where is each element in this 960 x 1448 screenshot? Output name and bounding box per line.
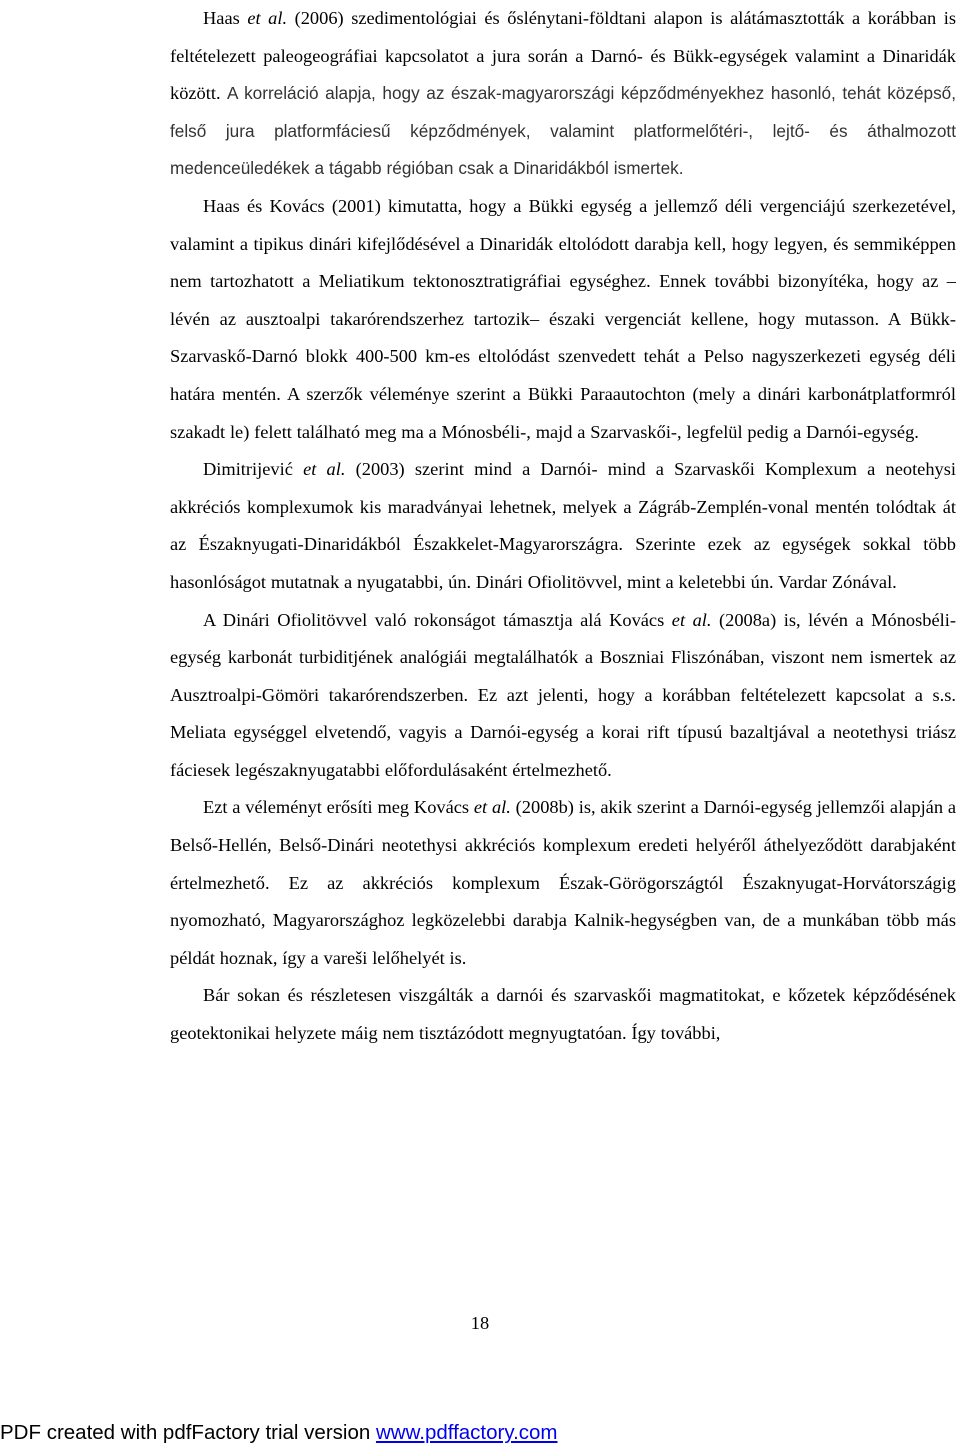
italic-text: et al. <box>671 609 712 630</box>
sans-text-span: A korreláció alapja, hogy az észak-magyarországi képződményekhez hasonló, tehát középső, felső jura platformfáciesű képződmények, valamint platformelőtéri-, lejtő- és áthalmozott medenceüledékek a tágabb régióban csak a Dinaridákból ismertek. <box>170 83 956 179</box>
footer-text: PDF created with pdfFactory trial version <box>0 1421 376 1444</box>
paragraph-1 <box>170 0 956 188</box>
paragraph-4 <box>170 602 956 790</box>
text-span: (2006) szedimentológiai és őslénytani-földtani alapon is alátámasztották a korábban is feltételezett paleogeográfiai kapcsolatot a jura során a Darnó- és Bükk-egységek valamint a Dinaridák között. <box>170 8 956 104</box>
italic-text: et al. <box>303 459 346 480</box>
text-span: Haas <box>203 8 248 28</box>
body-text <box>170 0 956 1053</box>
page-number: 18 <box>470 1313 490 1333</box>
paragraph-2 <box>170 188 956 451</box>
text-span: Ezt a véleményt erősíti meg Kovács <box>203 797 474 818</box>
italic-text: et al. <box>247 8 288 28</box>
footer-link[interactable]: www.pdffactory.com <box>375 1421 558 1444</box>
text-span: Dimitrijević <box>203 459 304 480</box>
paragraph-5 <box>170 789 956 977</box>
pdf-footer <box>0 1418 960 1448</box>
paragraph-3 <box>170 451 956 601</box>
text-span: (2003) szerint mind a Darnói- mind a Szarvaskői Komplexum a neotehysi akkréciós komplexumok kis maradványai lehetnek, melyek a Zágráb-Zemplén-vonal mentén tolódtak át az Északnyugati-Dinaridákból Északkelet-Magyarországra. Szerinte ezek az egységek sokkal több hasonlóságot mutatnak a nyugatabbi, ún. Dinári Ofiolitövvel, mint a keletebbi ún. Vardar Zónával. <box>170 459 956 592</box>
text-span: Haas és Kovács (2001) kimutatta, hogy a Bükki egység a jellemző déli vergenciájú szerkezetével, valamint a tipikus dinári kifejlődésével a Dinaridák eltolódott darabja kell, hogy legyen, és semmiképpen nem tartozhatott a Meliatikum tektonosztratigráfiai egységhez. Ennek további bizonyítéka, hogy az –lévén az ausztoalpi takarórendszerhez tartozik– északi vergenciát kellene, hogy mutasson. A Bükk-Szarvaskő-Darnó blokk 400-500 km-es eltolódást szenvedett tehát a Pelso nagyszerkezeti egység déli határa mentén. A szerzők véleménye szerint a Bükki Paraautochton (mely a dinári karbonátplatformról szakadt le) felett található meg ma a Mónosbéli-, majd a Szarvaskői-, legfelül pedig a Darnói-egység. <box>170 195 956 442</box>
text-span: (2008b) is, akik szerint a Darnói-egység jellemzői alapján a Belső-Hellén, Belső-Dinári neotethysi akkréciós komplexum eredeti helyéről áthelyeződött darabjaként értelmezhető. Ez az akkréciós komplexum Észak-Görögországtól Északnyugat-Horvátországig nyomozható, Magyarországhoz legközelebbi darabja Kalnik-hegységben van, de a munkában több más példát hoznak, így a vareši lelőhelyét is. <box>170 797 956 968</box>
paragraph-6 <box>170 977 956 1052</box>
text-span: Bár sokan és részletesen viszgálták a darnói és szarvaskői magmatitokat, e kőzetek képződésének geotektonikai helyzete máig nem tisztázódott megnyugtatóan. Így további, <box>170 985 956 1044</box>
text-span: (2008a) is, lévén a Mónosbéli-egység karbonát turbiditjének analógiái megtalálhatók a Boszniai Fliszónában, viszont nem ismertek az Ausztroalpi-Gömöri takarórendszerben. Ez azt jelenti, hogy a korábban feltételezett kapcsolat a s.s. Meliata egységgel elvetendő, vagyis a Darnói-egység a korai rift típusú bazaltjával a neotethysi triász fáciesek legészaknyugatabbi előfordulásaként értelmezhető. <box>170 609 956 780</box>
italic-text: et al. <box>473 797 511 818</box>
text-span: A Dinári Ofiolitövvel való rokonságot támasztja alá Kovács <box>203 609 672 630</box>
